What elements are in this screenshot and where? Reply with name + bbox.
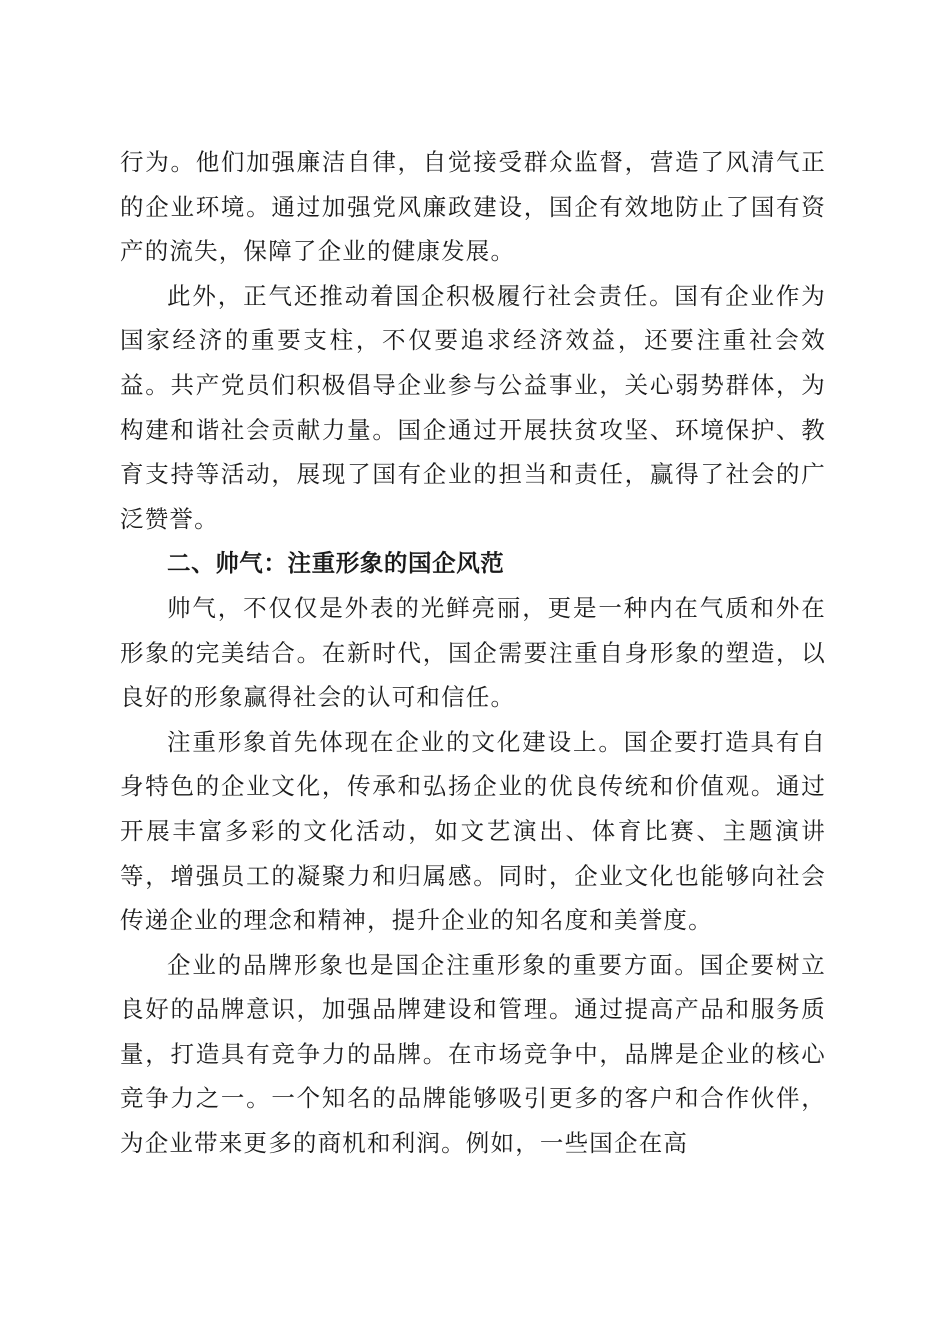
section-heading: 二、帅气：注重形象的国企风范 — [167, 549, 505, 578]
paragraph-social-responsibility: 此外，正气还推动着国企积极履行社会责任。国有企业作为国家经济的重要支柱，不仅要追求经济效益，还要注重社会效益。共产党员们积极倡导企业参与公益事业，关心弱势群体，为构建和谐社会贡献力量。国企通过开展扶贫攻坚、环境保护、教育支持等活动，展现了国有企业的担当和责任，赢得了社会的广泛赞誉。 — [120, 281, 826, 533]
paragraph-image-intro: 帅气，不仅仅是外表的光鲜亮丽，更是一种内在气质和外在形象的完美结合。在新时代，国企需要注重自身形象的塑造，以良好的形象赢得社会的认可和信任。 — [120, 593, 826, 712]
paragraph-continuation: 行为。他们加强廉洁自律，自觉接受群众监督，营造了风清气正的企业环境。通过加强党风廉政建设，国企有效地防止了国有资产的流失，保障了企业的健康发展。 — [120, 148, 826, 266]
document-page — [120, 140, 826, 1166]
paragraph-culture: 注重形象首先体现在企业的文化建设上。国企要打造具有自身特色的企业文化，传承和弘扬企业的优良传统和价值观。通过开展丰富多彩的文化活动，如文艺演出、体育比赛、主题演讲等，增强员工的凝聚力和归属感。同时，企业文化也能够向社会传递企业的理念和精神，提升企业的知名度和美誉度。 — [120, 727, 826, 935]
paragraph-brand: 企业的品牌形象也是国企注重形象的重要方面。国企要树立良好的品牌意识，加强品牌建设和管理。通过提高产品和服务质量，打造具有竞争力的品牌。在市场竞争中，品牌是企业的核心竞争力之一。一个知名的品牌能够吸引更多的客户和合作伙伴，为企业带来更多的商机和利润。例如，一些国企在高 — [120, 950, 826, 1158]
